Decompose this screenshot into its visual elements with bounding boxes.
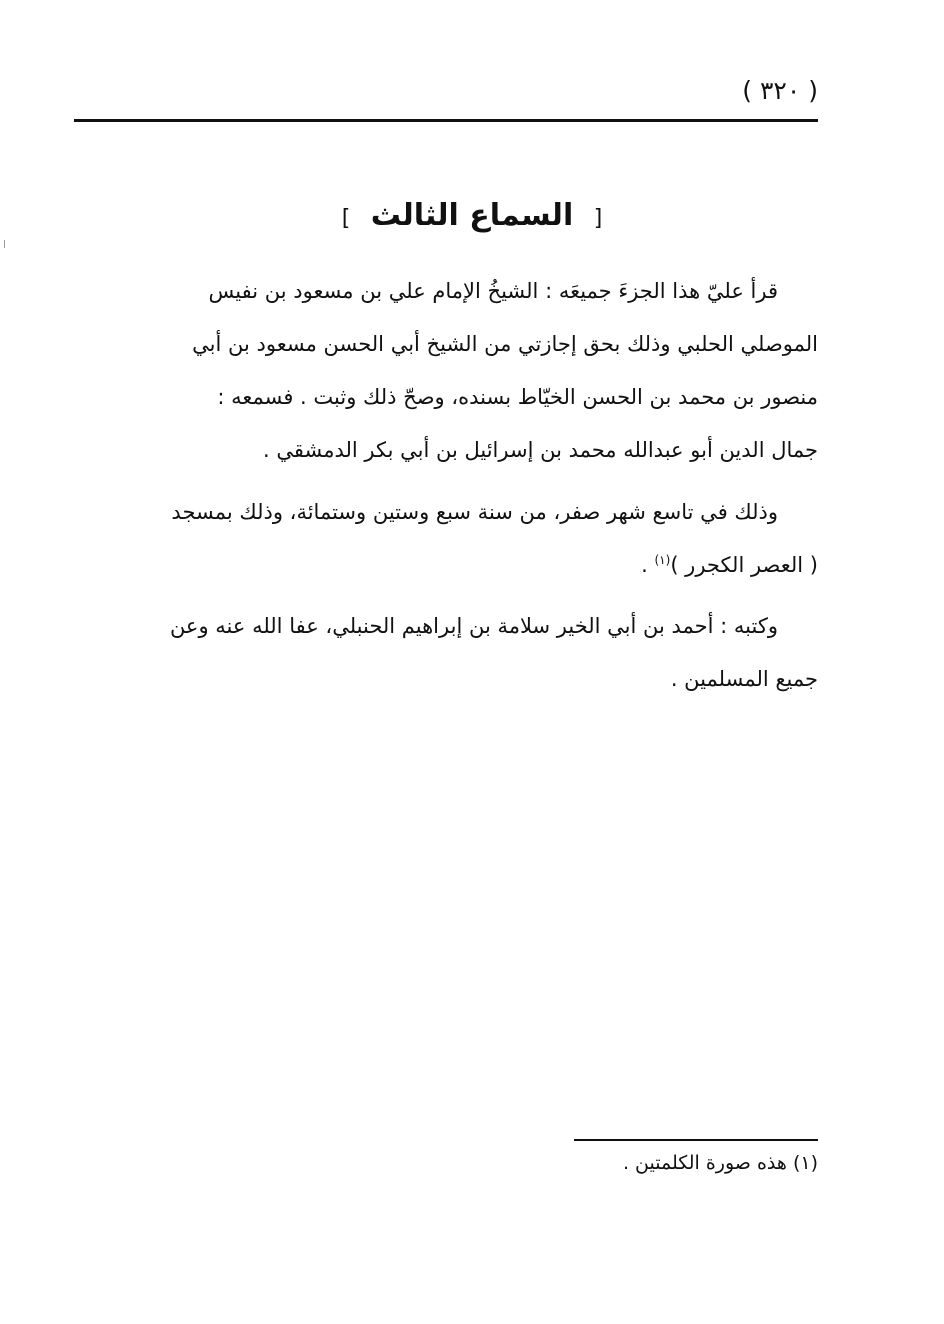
heading-bracket-open: [	[593, 206, 603, 231]
paragraph-reading-record	[74, 265, 818, 477]
heading-text: السماع الثالث	[370, 198, 574, 233]
heading-bracket-close: ]	[341, 206, 351, 231]
paragraph-line: قرأ عليّ هذا الجزءَ جميعَه : الشيخُ الإمام علي بن مسعود بن نفيس	[208, 279, 778, 303]
footnote-rule	[574, 1139, 818, 1141]
section-heading	[0, 198, 944, 233]
scan-mark	[4, 240, 5, 248]
paragraph-line: منصور بن محمد بن الحسن الخيّاط بسنده، وصحّ ذلك وثبت . فسمعه :	[217, 385, 818, 409]
paragraph-line: وذلك في تاسع شهر صفر، من سنة سبع وستين وستمائة، وذلك بمسجد	[171, 500, 778, 524]
paragraph-line: جميع المسلمين .	[670, 667, 818, 691]
paragraph-line-with-footnote	[74, 539, 818, 592]
footnote-reference: (١)	[654, 553, 671, 567]
paragraph-date	[74, 486, 818, 592]
paragraph-line-text: ( العصر الكجرر )	[670, 553, 818, 577]
header-rule	[74, 119, 818, 122]
paragraph-signature	[74, 600, 818, 706]
page-number: ( ٣٢٠ )	[742, 76, 818, 105]
line-end-mark: .	[641, 553, 655, 577]
footnote-text: (١) هذه صورة الكلمتين .	[622, 1152, 818, 1174]
paragraph-line: وكتبه : أحمد بن أبي الخير سلامة بن إبراهيم الحنبلي، عفا الله عنه وعن	[169, 614, 778, 638]
paragraph-line: جمال الدين أبو عبدالله محمد بن إسرائيل بن أبي بكر الدمشقي .	[263, 438, 818, 462]
paragraph-line: الموصلي الحلبي وذلك بحق إجازتي من الشيخ أبي الحسن مسعود بن أبي	[192, 332, 818, 356]
